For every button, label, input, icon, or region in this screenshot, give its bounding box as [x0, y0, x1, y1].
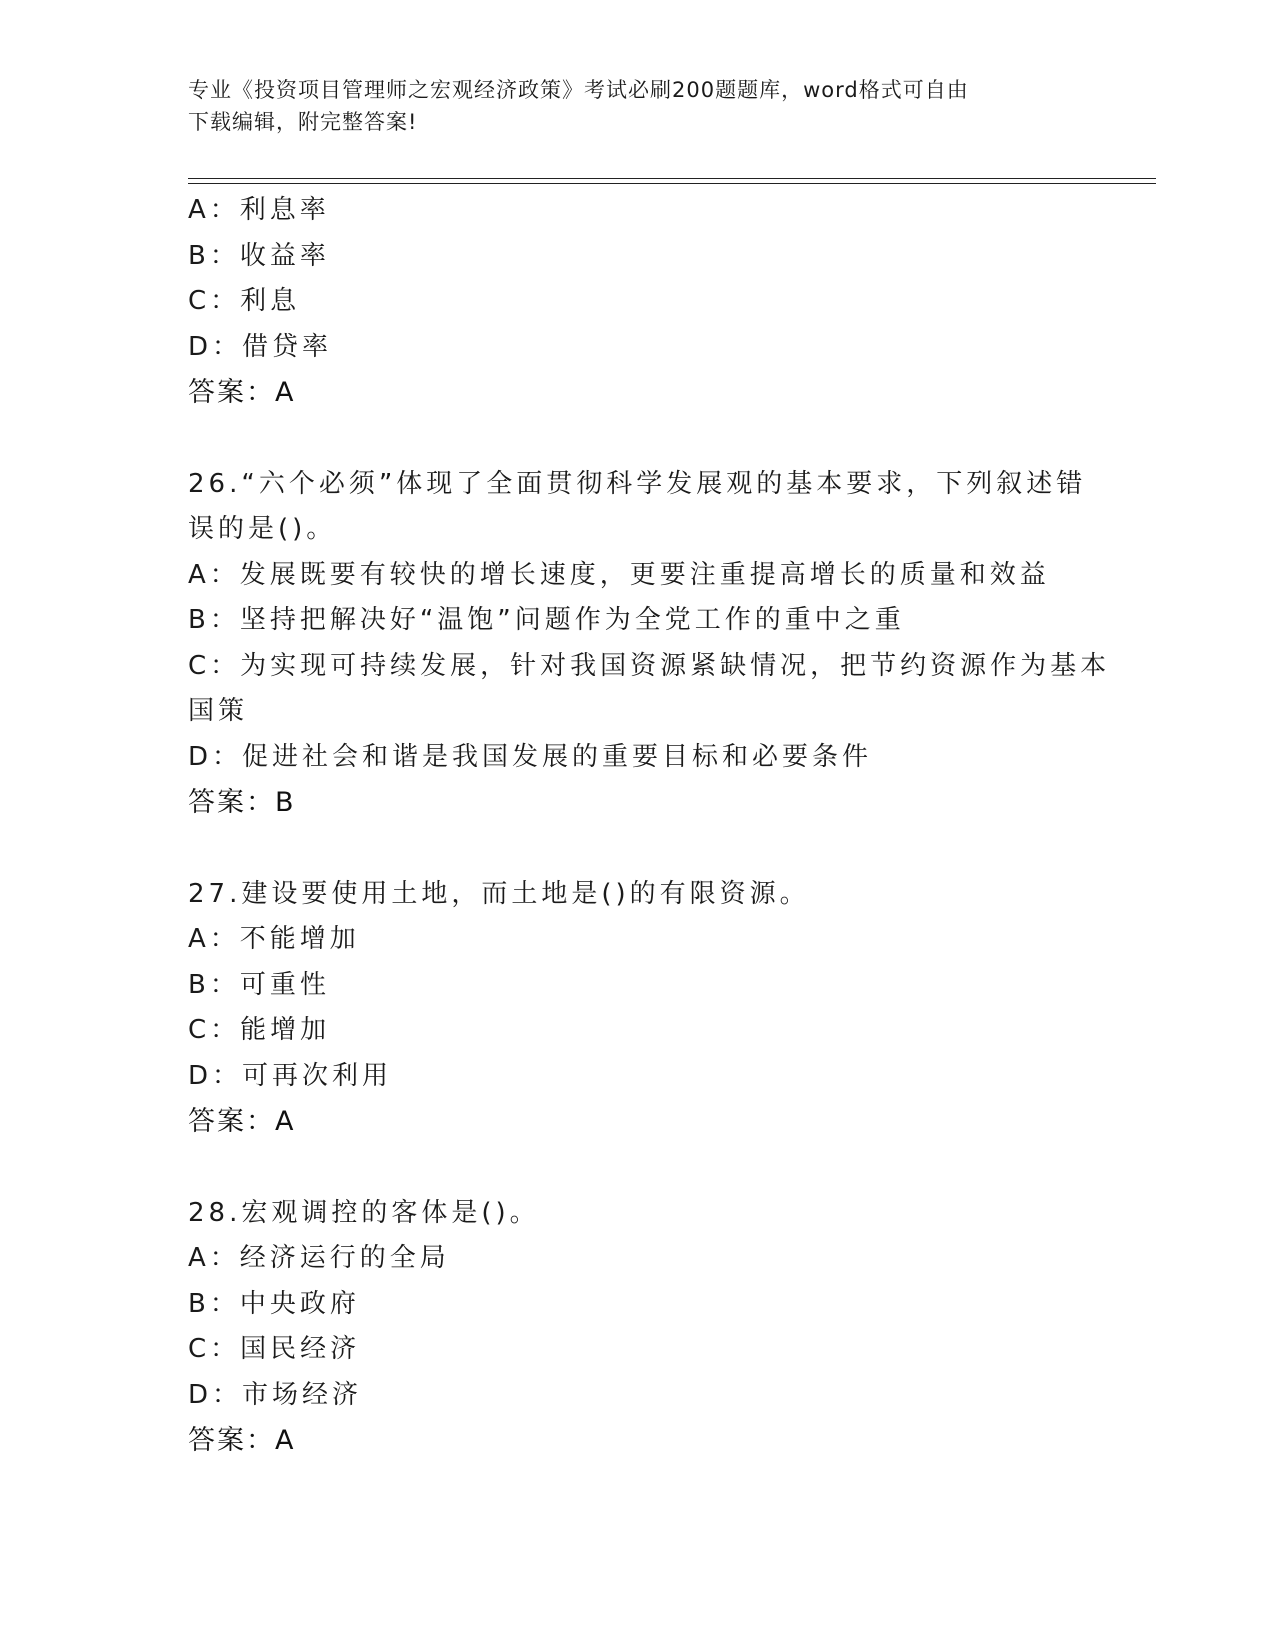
spacer: [188, 826, 1088, 872]
option-b: B：中央政府: [188, 1288, 360, 1319]
option-c: C：为实现可持续发展，针对我国资源紧缺情况，把节约资源作为基本: [188, 650, 1111, 681]
option-d: D：促进社会和谐是我国发展的重要目标和必要条件: [188, 741, 873, 772]
question-28: [188, 1191, 1088, 1464]
option-d: D：市场经济: [188, 1379, 363, 1410]
question-26: [188, 462, 1111, 826]
header-line-2: 下载编辑，附完整答案!: [188, 110, 418, 134]
option-d: D：可再次利用: [188, 1060, 393, 1091]
option-c-continued: 国策: [188, 696, 249, 726]
spacer: [188, 416, 1088, 462]
option-b: B：收益率: [188, 240, 330, 271]
answer: 答案：A: [188, 1106, 296, 1137]
question-27: [188, 872, 1088, 1145]
question-stem: 26.“六个必须”体现了全面贯彻科学发展观的基本要求，下列叙述错: [188, 468, 1087, 499]
option-c: C：能增加: [188, 1015, 331, 1045]
question-list: [188, 188, 1111, 1464]
answer: 答案：B: [188, 787, 296, 818]
question-stem: 27.建设要使用土地，而土地是()的有限资源。: [188, 878, 810, 909]
question-25: [188, 188, 1088, 416]
header-line-1: 专业《投资项目管理师之宏观经济政策》考试必刷200题题库，word格式可自由: [188, 78, 969, 102]
document-header: [188, 74, 1088, 138]
option-c: C：利息: [188, 286, 301, 316]
spacer: [188, 1145, 1088, 1191]
option-c: C：国民经济: [188, 1334, 361, 1364]
answer: 答案：A: [188, 1425, 296, 1456]
header-divider-bottom: [188, 183, 1156, 184]
option-a: A：发展既要有较快的增长速度，更要注重提高增长的质量和效益: [188, 559, 1050, 590]
question-stem-continued: 误的是()。: [188, 514, 337, 544]
option-b: B：可重性: [188, 969, 330, 1000]
option-b: B：坚持把解决好“温饱”问题作为全党工作的重中之重: [188, 605, 905, 635]
question-stem: 28.宏观调控的客体是()。: [188, 1197, 540, 1228]
option-a: A：经济运行的全局: [188, 1243, 450, 1273]
option-d: D：借贷率: [188, 331, 333, 362]
option-a: A：不能增加: [188, 924, 360, 954]
header-divider-top: [188, 178, 1156, 179]
answer: 答案：A: [188, 377, 296, 408]
option-a: A：利息率: [188, 195, 330, 225]
